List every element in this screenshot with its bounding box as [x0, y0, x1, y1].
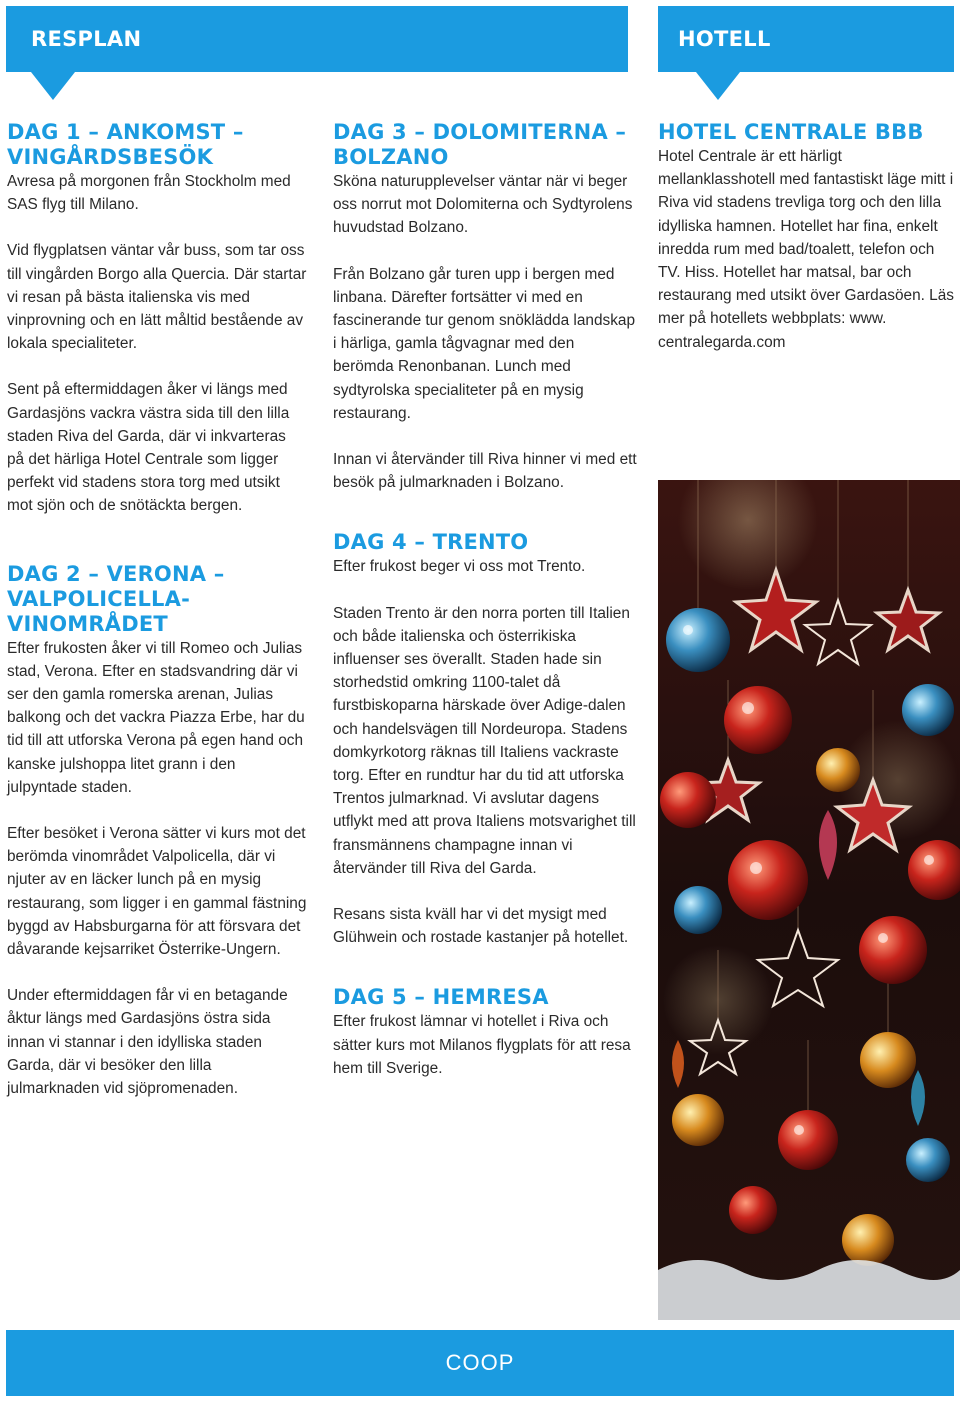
day-5-section [333, 985, 639, 1080]
day-2-paragraph-2: Efter besöket i Verona sätter vi kurs mot det berömda vinområdet Valpolicella, där vi njuter av en läcker lunch på en mysig restaurang, som ligger i en gammal fästning byggd av Habsburgarna för att försvara det dåvarande kejsarriket Österrike-Ungern. [7, 825, 307, 959]
ornaments-illustration [658, 480, 960, 1320]
day-4-paragraph-2: Staden Trento är den norra porten till Italien och både italienska och österrikiska influenser ses överallt. Staden hade sin storhedstid omkring 1100-talet då furstbiskoparna härskade över Adige-dalen och handelsvägen till Nordeuropa. Stadens domkyrkotorg räknas till Italiens vackraste torg. Efter en rundtur har du tid att utforska Trentos julmarknad. Vi avslutar dagens utflykt med att prova Italiens motsvarighet till fransmännens champagne innan vi återvänder till Riva del Garda. [333, 604, 636, 877]
day-4-paragraph-1: Efter frukost beger vi oss mot Trento. [333, 558, 586, 576]
hotel-column [658, 120, 958, 354]
day-1-section [7, 120, 307, 518]
day-3-paragraph-3: Innan vi återvänder till Riva hinner vi med ett besök på julmarknaden i Bolzano. [333, 451, 637, 492]
day-4-heading: DAG 4 – TRENTO [333, 530, 529, 555]
day-1-paragraph-1: Avresa på morgonen från Stockholm med SAS flyg till Milano. [7, 173, 291, 214]
coop-logo: COOP [445, 1350, 515, 1375]
banner-pointer-icon [696, 72, 740, 100]
christmas-ornaments-photo [658, 480, 960, 1320]
hotel-description: Hotel Centrale är ett härligt mellanklasshotell med fantastiskt läge mitt i Riva vid stadens trevliga torg och den lilla idylliska hamnen. Hotellet har fina, enkelt inredda rum med bad/toalett, telefon och TV. Hiss. Hotellet har matsal, bar och restaurang med utsikt över Gardasöen. Läs mer på hotellets webbplats: www. centralegarda.com [658, 148, 954, 351]
hotel-heading: HOTEL CENTRALE BBB [658, 120, 924, 144]
day-3-paragraph-1: Sköna naturupplevelser väntar när vi beger oss norrut mot Dolomiterna och Sydtyrolens huvudstad Bolzano. [333, 173, 633, 237]
banner-pointer-icon [31, 72, 75, 100]
hotell-banner [658, 6, 954, 72]
day-2-section [7, 562, 307, 1101]
day-4-paragraph-3: Resans sista kväll har vi det mysigt med Glühwein och rostade kastanjer på hotellet. [333, 906, 629, 947]
day-3-section [333, 120, 639, 494]
resplan-banner-label: RESPLAN [31, 27, 142, 51]
day-5-paragraph-1: Efter frukost lämnar vi hotellet i Riva och sätter kurs mot Milanos flygplats för att resa hem till Sverige. [333, 1013, 631, 1077]
day-2-paragraph-3: Under eftermiddagen får vi en betagande åktur längs med Gardasjöns östra sida innan vi stannar i den idylliska staden Garda, där vi besöker den lilla julmarknaden vid sjöpromenaden. [7, 987, 288, 1098]
day-3-paragraph-2: Från Bolzano går turen upp i bergen med linbana. Därefter fortsätter vi med en fascinerande tur genom snöklädda landskap i härliga, gamla tågvagnar med den berömda Renonbanan. Lunch med sydtyrolska specialiteter på en mysig restaurang. [333, 265, 636, 422]
day-3-heading: DAG 3 – DOLOMITERNA – BOLZANO [333, 120, 627, 169]
day-2-heading: DAG 2 – VERONA – VALPOLICELLA-VINOMRÅDET [7, 561, 225, 636]
day-1-paragraph-3: Sent på eftermiddagen åker vi längs med Gardasjöns vackra västra sida till den lilla staden Riva del Garda, där vi inkvarteras på det härliga Hotel Centrale som ligger perfekt vid stadens stora torg med utsikt mot sjön och de snötäckta bergen. [7, 381, 290, 515]
day-1-heading: DAG 1 – ANKOMST – VINGÅRDSBESÖK [7, 120, 244, 169]
day-4-section [333, 530, 639, 949]
day-1-paragraph-2: Vid flygplatsen väntar vår buss, som tar oss till vingården Borgo alla Quercia. Där startar vi resan på bästa italienska vis med vinprovning och en lätt måltid bestående av lokala specialiteter. [7, 242, 307, 353]
hotell-banner-label: HOTELL [678, 27, 771, 51]
itinerary-column-2 [333, 120, 639, 1080]
day-2-paragraph-1: Efter frukosten åker vi till Romeo och Julias stad, Verona. Efter en stadsvandring där vi ser den gamla romerska arenan, Julias balkong och det vackra Piazza Erbe, har du tid till att utforska Verona på egen hand och kanske julshoppa litet grann i den julpyntade staden. [7, 639, 305, 796]
hotel-section [658, 120, 958, 354]
footer-bar [6, 1330, 954, 1396]
day-5-heading: DAG 5 – HEMRESA [333, 985, 549, 1010]
resplan-banner [6, 6, 628, 72]
itinerary-column-1 [7, 120, 307, 1100]
